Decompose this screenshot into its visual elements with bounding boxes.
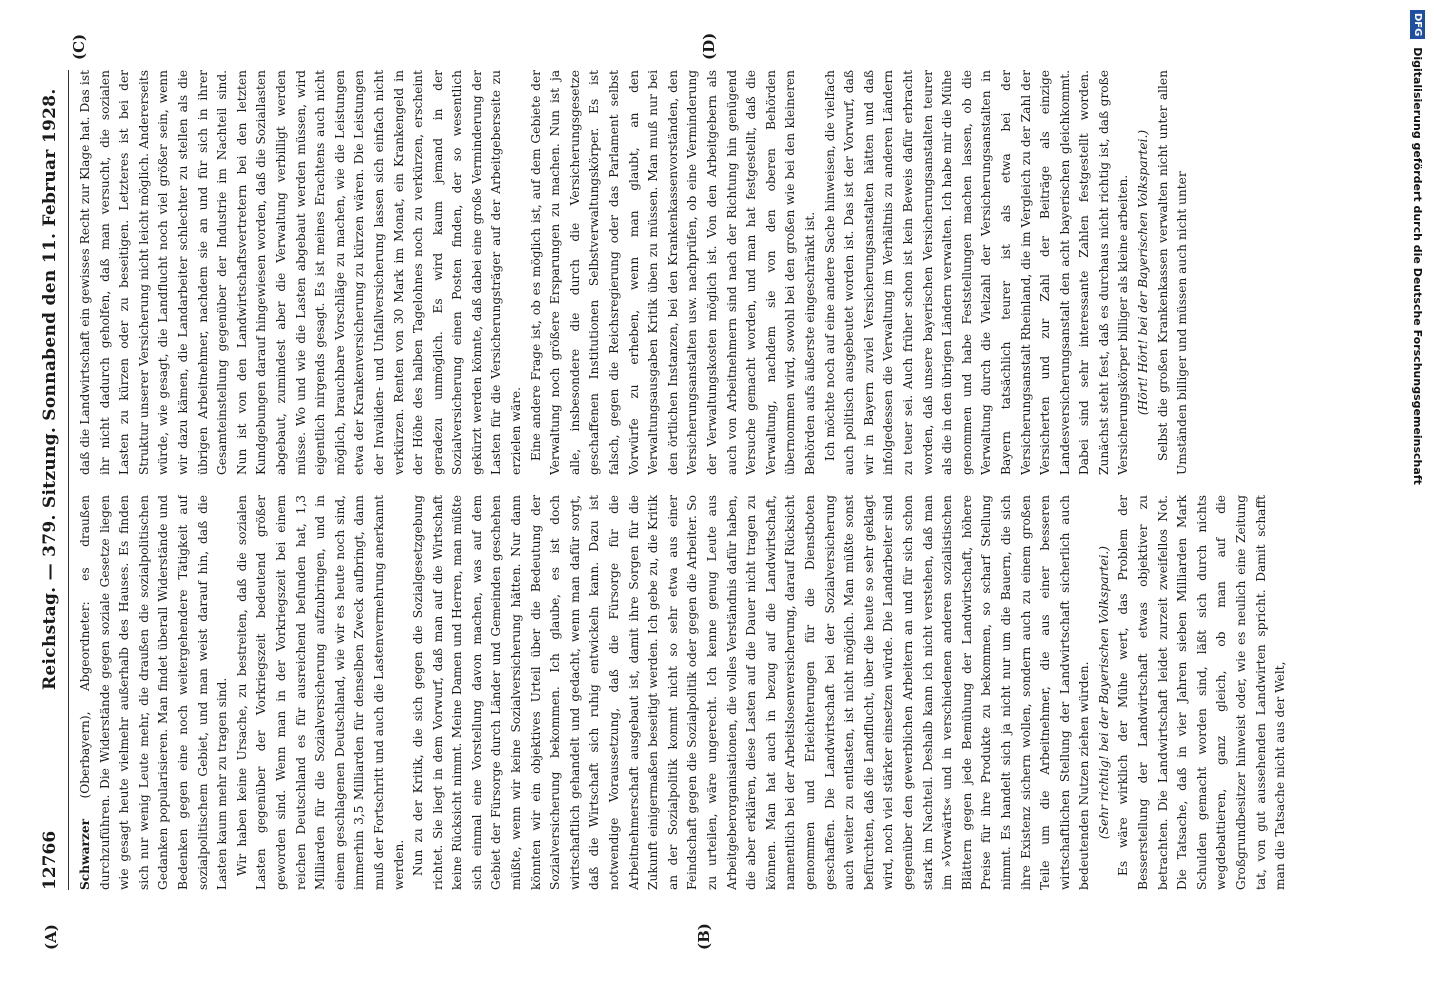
page-number: 12766 bbox=[40, 830, 60, 890]
page-header bbox=[40, 70, 66, 890]
speaker-line bbox=[76, 495, 233, 890]
paragraph: daß die Landwirtschaft ein gewisses Recht zur Klage hat. Das ist ihr nicht dadurch geholfen, daß man versucht, die sozialen Lasten zu kürzen oder zu beseitigen. Letzteres ist bei der Struktur unserer Versicherung nicht leicht möglich. Andererseits würde, wie gesagt, die Landflucht noch viel größer sein, wenn wir dazu kämen, die Landarbeiter schlechter zu stellen als die übrigen Arbeitnehmer, nachdem sie an und für sich in ihrer Gesamteinstellung gegenüber der Industrie im Nachteil sind. Nun ist von den Landwirtschaftsvertretern bei den letzten Kundgebungen darauf hingewiesen worden, daß die Soziallasten abgebaut, zumindest aber die Verwaltung verbilligt werden müsse. Wo und wie die Lasten abgebaut werden müssen, wird eigentlich nirgends gesagt. Es ist meines Erachtens auch nicht möglich, brauchbare Vorschläge zu machen, wie die Leistungen etwa der Krankenversicherung zu kürzen wären. Die Leistungen der Invaliden- und Unfallversicherung lassen sich einfach nicht verkürzen. Renten von 30 Mark im Monat, ein Krankengeld in der Höhe des halben Tagelohnes noch zu verkürzen, erscheint geradezu unmöglich. Es wird kaum jemand in der Sozialversicherung einen Posten finden, der so wesentlich gekürzt werden könnte, daß dabei eine große Verminderung der Lasten für die Versicherungsträger auf der Arbeitgeberseite zu erzielen wäre. bbox=[78, 70, 524, 475]
margin-letter-b: (B) bbox=[695, 923, 713, 950]
paragraph: Eine andere Frage ist, ob es möglich ist, auf dem Gebiete der Verwaltung noch größere Ersparungen zu machen. Nun ist ja alle, insbesondere die durch die Versicherungsgesetze geschaffenen Institutionen Selbstverwaltungskörper. Es ist falsch, gegen die Reichsregierung oder das Parlament selbst Vorwürfe zu erheben, wenn man glaubt, an den Verwaltungsausgaben Kritik üben zu müssen. Man muß nur bei den örtlichen Instanzen, bei den Krankenkassenvorständen, den Versicherungsanstalten usw. nachprüfen, ob eine Verminderung der Verwaltungskosten möglich ist. Von den Arbeitgebern als auch von Arbeitnehmern sind nach der Richtung hin genügend Versuche gemacht worden, und man hat festgestellt, daß die Verwaltung, nachdem sie von den oberen Behörden übernommen wird, sowohl bei den großen wie bei den kleineren Behörden aufs äußerste eingeschränkt ist. bbox=[528, 70, 817, 475]
left-column bbox=[76, 495, 1370, 890]
paragraph: Es wäre wirklich der Mühe wert, das Problem der Besserstellung der Landwirtschaft etwas objektiver zu betrachten. Die Landwirtschaft leidet zurzeit zweifellos Not. Die Tatsache, daß in vier Jahren sieben Milliarden Mark Schulden gemacht worden sind, läßt sich durch nichts wegdebattieren, ganz gleich, ob man auf die Großgrundbesitzer hinweist oder, wie es neulich eine Zeitung tat, von gut aussehenden Landwirten spricht. Damit schafft man die Tatsache nicht aus der Welt, bbox=[1116, 495, 1288, 890]
margin-letter-a: (A) bbox=[42, 924, 60, 950]
paragraph: Selbst die großen Krankenkassen verwalten nicht unter allen Umständen billiger und müssen auch nicht unter bbox=[1155, 70, 1190, 475]
margin-letter-d: (D) bbox=[700, 32, 718, 60]
digitization-credit bbox=[1410, 10, 1425, 485]
speaker-note: (Oberbayern), Abgeordneter: bbox=[78, 601, 92, 799]
page-content bbox=[40, 32, 1370, 950]
header-rule bbox=[68, 70, 69, 890]
paragraph: es draußen durchzuführen. Die Widerstände gegen soziale Gesetze liegen wie gesagt heute vielmehr außerhalb des Hauses. Es finden sich nur wenig Leute mehr, die draußen die sozialpolitischen Gedanken popularisieren. Man findet überall Widerstände und Bedenken gegen eine noch weitergehendere Tätigkeit auf sozialpolitischem Gebiet, und man weist darauf hin, daß die Lasten kaum mehr zu tragen sind. bbox=[78, 495, 230, 890]
speaker-name: Schwarzer bbox=[78, 819, 92, 890]
credit-text: Digitalisierung gefördert durch die Deutsche Forschungsgemeinschaft bbox=[1411, 47, 1424, 485]
interjection: (Sehr richtig! bei der Bayerischen Volkspartei.) bbox=[1096, 545, 1111, 840]
paragraph: Nun zu der Kritik, die sich gegen die Sozialgesetzgebung richtet. Sie liegt in dem Vorwurf, daß man auf die Wirtschaft keine Rücksicht nimmt. Meine Damen und Herren, man müßte sich einmal eine Vorstellung davon machen, was auf dem Gebiet der Fürsorge durch Länder und Gemeinden geschehen müßte, wenn wir keine Sozialversicherung hätten. Nur dann könnten wir ein objektives Urteil über die Bedeutung der Sozialversicherung bekommen. Ich glaube, es ist doch wirtschaftlich gehandelt und gedacht, wenn man dafür sorgt, daß die Wirtschaft sich ruhig entwickeln kann. Dazu ist notwendige Voraussetzung, daß die Fürsorge für die Arbeitnehmerschaft ausgebaut ist, damit ihre Sorgen für die Zukunft einigermaßen beseitigt werden. Ich gebe zu, die Kritik an der Sozialpolitik kommt nicht so sehr etwa aus einer Feindschaft gegen die Sozialpolitik oder gegen die Arbeiter. So zu urteilen, wäre ungerecht. Ich kenne genug Leute aus Arbeitgeberorganisationen, die volles Verständnis dafür haben, die aber erklären, diese Lasten auf die Dauer nicht tragen zu können. Man hat auch in bezug auf die Landwirtschaft, namentlich bei der Arbeitslosenversicherung, darauf Rücksicht genommen und Erleichterungen für die Dienstboten geschaffen. Die Landwirtschaft bei der Sozialversicherung auch weiter zu entlasten, ist nicht möglich. Man müßte sonst befürchten, daß die Landflucht, über die heute so sehr geklagt wird, noch viel stärker einsetzen würde. Die Landarbeiter sind gegenüber den gewerblichen Arbeitern an und für sich schon stark im Nachteil. Deshalb kann ich nicht verstehen, daß man im »Vorwärts« und in verschiedenen anderen sozialistischen Blättern gegen jede Bemühung der Landwirtschaft, höhere Preise für ihre Produkte zu bekommen, so scharf Stellung nimmt. Es handelt sich ja nicht nur um die Bauern, die sich ihre Existenz sichern wollen, sondern auch zu einem großen Teile um die Arbeitnehmer, die aus einer besseren wirtschaftlichen Stellung der Landwirtschaft sicherlich auch bedeutenden Nutzen ziehen würden. bbox=[411, 495, 1092, 890]
page-title: Reichstag. — 379. Sitzung. Sonnabend den 11. Februar 1928. bbox=[40, 88, 60, 690]
margin-letter-c: (C) bbox=[70, 33, 88, 60]
paragraph: Wir haben keine Ursache, zu bestreiten, daß die sozialen Lasten gegenüber der Vorkriegszeit bedeutend größer geworden sind. Wenn man in der Vorkriegszeit bei einem reichen Deutschland es für ausreichend befunden hat, 1,3 Milliarden für die Sozialversicherung aufzubringen, und in einem geschlagenen Deutschland, wie wir es heute noch sind, immerhin 3,5 Milliarden für denselben Zweck aufbringt, dann muß der Fortschritt und auch die Lastenvermehrung anerkannt werden. bbox=[234, 495, 406, 890]
interjection: (Hört! Hört! bei der Bayerischen Volkspartei.) bbox=[1136, 129, 1151, 416]
right-column bbox=[76, 70, 1370, 475]
dfg-logo: DFG bbox=[1410, 10, 1425, 39]
paragraph: Ich möchte noch auf eine andere Sache hinweisen, die vielfach auch politisch ausgebeutet worden ist. Das ist der Vorwurf, daß wir in Bayern zuviel Versicherungsanstalten hätten und daß infolgedessen die Verwaltung im Verhältnis zu anderen Ländern zu teuer sei. Auch früher schon ist kein Beweis dafür erbracht worden, daß unsere bayerischen Versicherungsanstalten teurer als die in den übrigen Ländern verwalten. Ich habe mir die Mühe genommen und habe Feststellungen machen lassen, ob die Verwaltung durch die Vielzahl der Versicherungsanstalten in Bayern tatsächlich teurer ist als etwa bei der Versicherungsanstalt Rheinland, die im Vergleich zu der Zahl der Versicherten und zur Zahl der Beiträge als einzige Landesversicherungsanstalt den acht bayerischen gleichkommt. Dabei sind sehr interessante Zahlen festgestellt worden. Zunächst steht fest, daß es durchaus nicht richtig ist, daß große Versicherungskörper billiger als kleine arbeiten. bbox=[822, 70, 1131, 475]
